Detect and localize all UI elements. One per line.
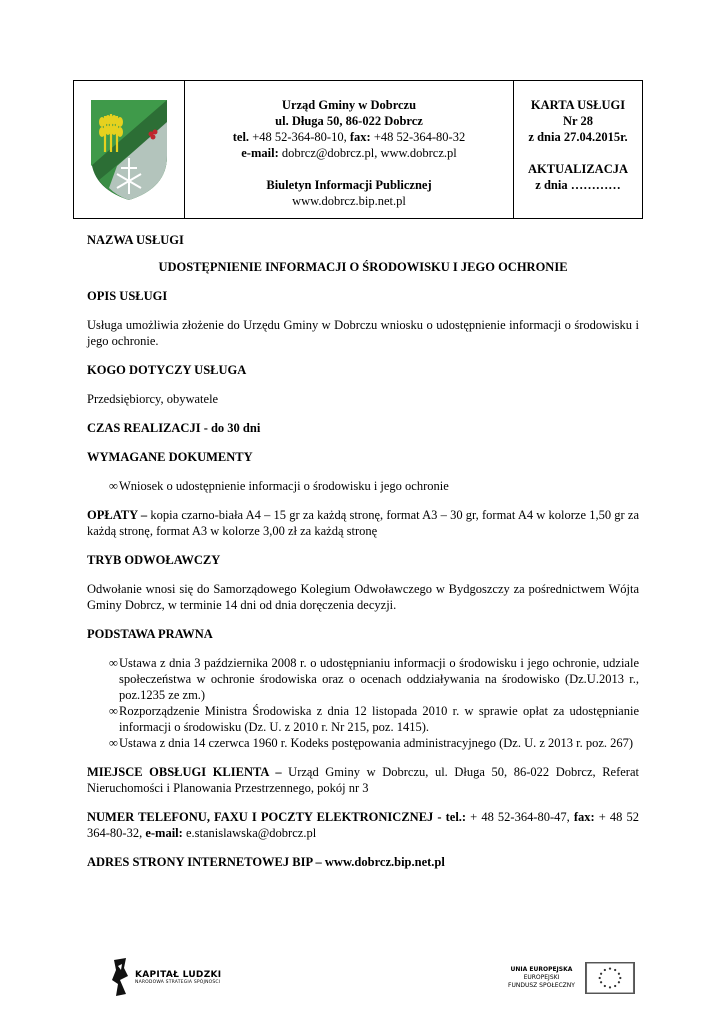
service-place-paragraph bbox=[87, 764, 639, 796]
legal-item-text: Ustawa z dnia 14 czerwca 1960 r. Kodeks postępowania administracyjnego (Dz. U. z 2013 r. poz. 267) bbox=[119, 736, 634, 750]
eu-text bbox=[508, 966, 575, 990]
time-heading: CZAS REALIZACJI - do 30 dni bbox=[87, 421, 261, 435]
eu-flag-icon bbox=[585, 962, 635, 994]
appeal-text: Odwołanie wnosi się do Samorządowego Kolegium Odwoławczego w Bydgoszczy za pośrednictwem Wójta Gminy Dobrcz, w terminie 14 dni od dnia doręczenia decyzji. bbox=[87, 582, 639, 612]
service-card-cell bbox=[514, 81, 642, 218]
tel-label: tel. bbox=[232, 130, 250, 144]
appeal-heading: TRYB ODWOŁAWCZY bbox=[87, 553, 221, 567]
fax-value: +48 52-364-80-32 bbox=[370, 130, 466, 144]
bip-address-line: ADRES STRONY INTERNETOWEJ BIP – www.dobrcz.bip.net.pl bbox=[87, 855, 445, 869]
kapital-ludzki-emblem-icon bbox=[110, 958, 130, 996]
who-heading: KOGO DOTYCZY USŁUGA bbox=[87, 363, 247, 377]
bullet-icon: ∞ bbox=[109, 704, 118, 718]
description-text: Usługa umożliwia złożenie do Urzędu Gminy w Dobrczu wniosku o udostępnienie informacji o środowisku i jego ochronie. bbox=[87, 318, 639, 348]
service-name-heading: NAZWA USŁUGI bbox=[87, 233, 184, 247]
bip-title: Biuletyn Informacji Publicznej bbox=[266, 178, 432, 192]
bullet-icon: ∞ bbox=[109, 656, 118, 670]
legal-item-text: Rozporządzenie Ministra Środowiska z dnia 12 listopada 2010 r. w sprawie opłat za udostępnianie informacji o środowisku (Dz. U. z 2010 r. Nr 215, poz. 1415). bbox=[119, 704, 639, 734]
list-item bbox=[87, 735, 639, 751]
office-name: Urząd Gminy w Dobrczu bbox=[281, 98, 417, 112]
email-label: e-mail: bbox=[241, 146, 279, 160]
kl-title: KAPITAŁ LUDZKI bbox=[135, 969, 222, 980]
coat-of-arms-logo bbox=[87, 96, 171, 204]
document-item-text: Wniosek o udostępnienie informacji o środowisku i jego ochronie bbox=[119, 479, 449, 493]
contact-label: NUMER TELEFONU, FAXU I POCZTY ELEKTRONICZNEJ - tel.: bbox=[87, 810, 467, 824]
who-text: Przedsiębiorcy, obywatele bbox=[87, 392, 219, 406]
document-header bbox=[73, 80, 643, 219]
office-phone-line bbox=[185, 129, 513, 145]
eu-line1: UNIA EUROPEJSKA bbox=[510, 966, 573, 973]
fax-label: fax: bbox=[349, 130, 371, 144]
contact-fax: + 48 52 364-80-32, bbox=[87, 810, 639, 840]
list-item bbox=[87, 478, 639, 494]
card-date: z dnia 27.04.2015r. bbox=[528, 130, 628, 144]
service-name: UDOSTĘPNIENIE INFORMACJI O ŚRODOWISKU I JEGO OCHRONIE bbox=[158, 260, 568, 274]
place-label: MIEJSCE OBSŁUGI KLIENTA – bbox=[87, 765, 282, 779]
fees-label: OPŁATY – bbox=[87, 508, 148, 522]
documents-list bbox=[87, 478, 639, 494]
office-email-line bbox=[185, 145, 513, 161]
logo-cell bbox=[74, 81, 185, 218]
place-text: Urząd Gminy w Dobrczu, ul. Długa 50, 86-022 Dobrcz, Referat Nieruchomości i Planowania Przestrzennego, pokój nr 3 bbox=[87, 765, 639, 795]
kl-subtitle: NARODOWA STRATEGIA SPÓJNOŚCI bbox=[135, 979, 221, 985]
list-item bbox=[87, 703, 639, 735]
bullet-icon: ∞ bbox=[109, 736, 118, 750]
update-date: z dnia ………… bbox=[535, 178, 621, 192]
bullet-icon: ∞ bbox=[109, 479, 118, 493]
description-heading: OPIS USŁUGI bbox=[87, 289, 168, 303]
eu-logo bbox=[508, 962, 635, 994]
documents-heading: WYMAGANE DOKUMENTY bbox=[87, 450, 253, 464]
contact-email-label: e-mail: bbox=[145, 826, 183, 840]
legal-basis-heading: PODSTAWA PRAWNA bbox=[87, 627, 213, 641]
kapital-ludzki-text bbox=[135, 970, 221, 985]
card-title: KARTA USŁUGI bbox=[530, 98, 626, 112]
fees-text: kopia czarno-biała A4 – 15 gr za każdą stronę, format A3 – 30 gr, format A4 w kolorze 1,50 gr za każdą stronę, format A3 w kolorze 3,00 zł za każdą stronę bbox=[87, 508, 639, 538]
list-item bbox=[87, 655, 639, 703]
email-value: dobrcz@dobrcz.pl, www.dobrcz.pl bbox=[278, 146, 457, 160]
contact-email: e.stanislawska@dobrcz.pl bbox=[182, 826, 317, 840]
document-body bbox=[87, 232, 639, 870]
office-address: ul. Długa 50, 86-022 Dobrcz bbox=[275, 114, 423, 128]
update-label: AKTUALIZACJA bbox=[527, 162, 628, 176]
eu-line3: FUNDUSZ SPOŁECZNY bbox=[508, 982, 575, 989]
eu-line2: EUROPEJSKI bbox=[523, 974, 560, 981]
tel-value: +48 52-364-80-10, bbox=[249, 130, 350, 144]
fees-paragraph bbox=[87, 507, 639, 539]
legal-item-text: Ustawa z dnia 3 października 2008 r. o udostępnianiu informacji o środowisku i jego ochronie, udziale społeczeństwa w ochronie środowiska oraz o ocenach oddziaływania na środowisko (Dz.U.2013 r., poz.1235 ze zm.) bbox=[119, 656, 639, 702]
card-number: Nr 28 bbox=[563, 114, 593, 128]
legal-basis-list bbox=[87, 655, 639, 751]
kapital-ludzki-logo bbox=[110, 958, 221, 996]
contact-fax-label: fax: bbox=[573, 810, 595, 824]
bip-url: www.dobrcz.bip.net.pl bbox=[292, 194, 406, 208]
contact-tel: + 48 52-364-80-47, bbox=[466, 810, 570, 824]
office-info-cell bbox=[185, 81, 514, 218]
contact-paragraph bbox=[87, 809, 639, 841]
